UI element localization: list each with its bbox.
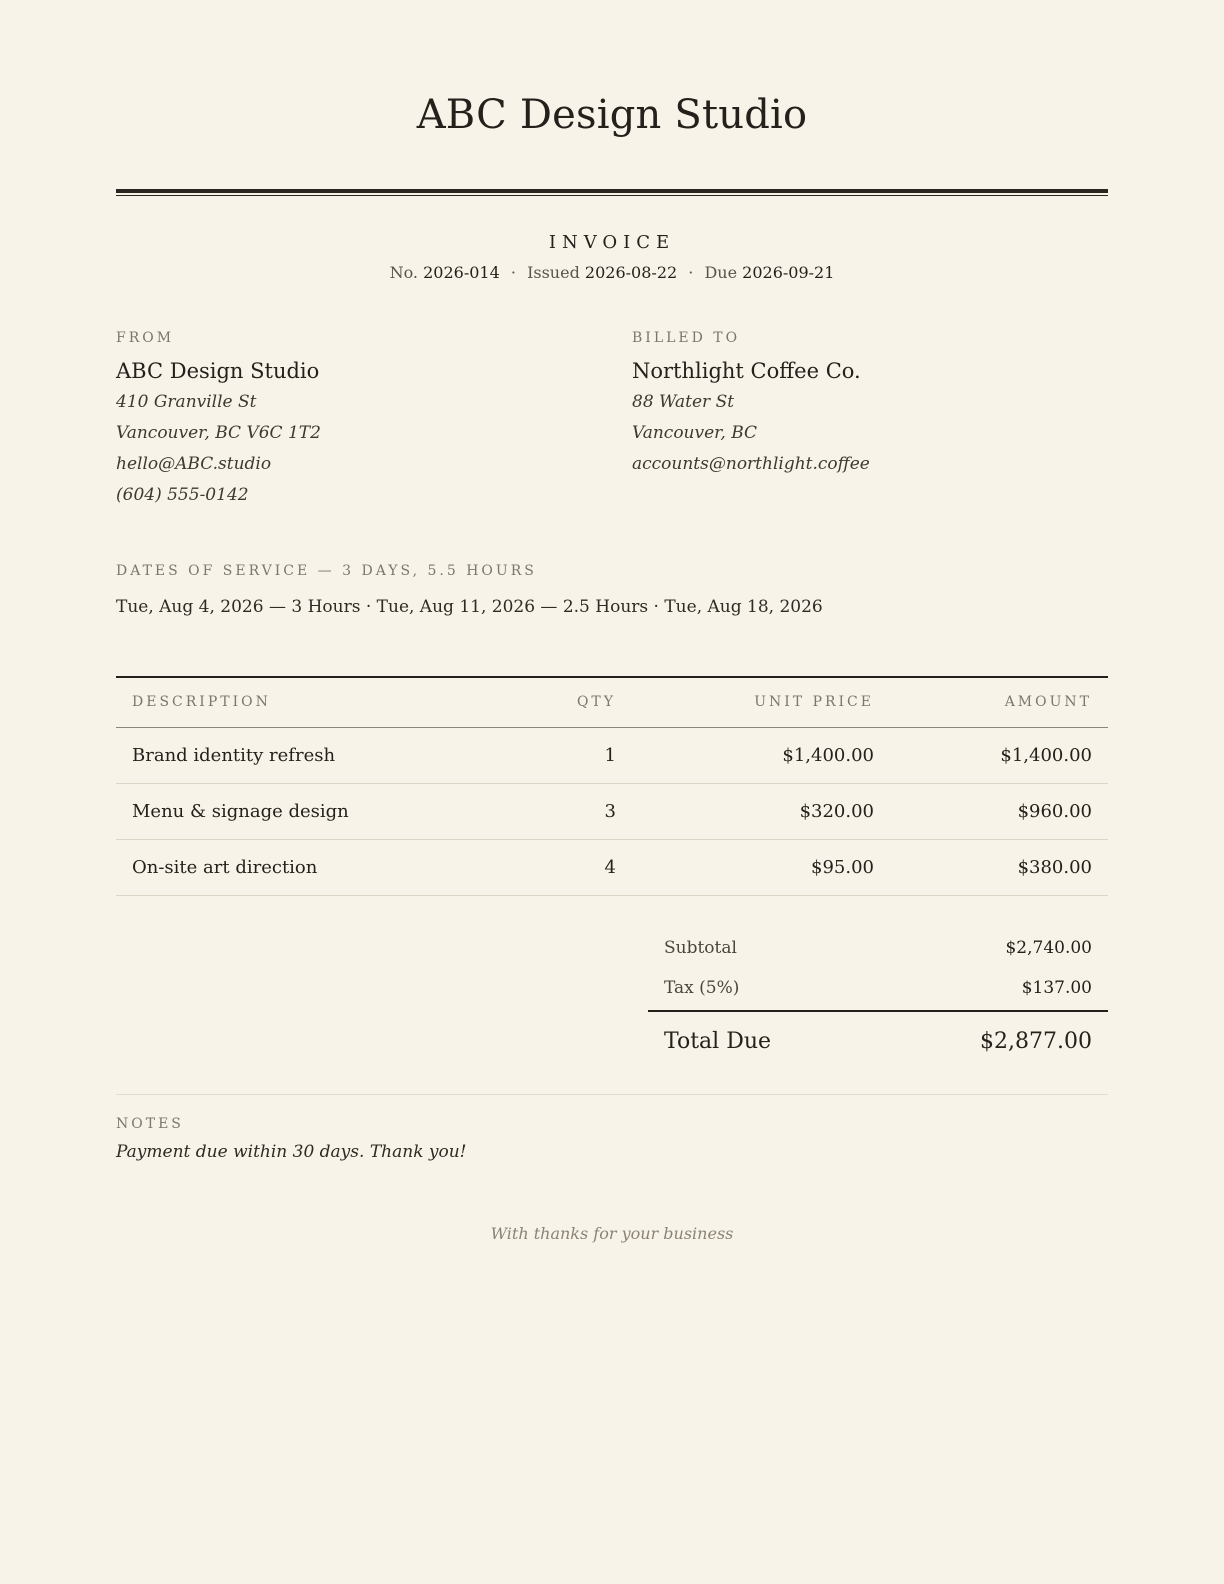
- table-row: [116, 727, 1108, 783]
- item-amount: $1,400.00: [1000, 744, 1092, 766]
- meta-separator: ·: [688, 263, 694, 282]
- line-items-table: [116, 676, 1108, 896]
- total-due-amount: $2,877.00: [980, 1028, 1092, 1054]
- subtotal-row: [648, 928, 1108, 968]
- item-amount: $960.00: [1017, 800, 1092, 822]
- invoice-heading: INVOICE: [548, 232, 676, 253]
- billed-to-block: [632, 330, 1112, 480]
- from-label: FROM: [116, 330, 175, 346]
- table-row: [116, 783, 1108, 839]
- invoice-page: [116, 0, 1108, 1584]
- service-dates-label: DATES OF SERVICE — 3 DAYS, 5.5 HOURS: [116, 563, 537, 579]
- col-header-description: DESCRIPTION: [132, 694, 271, 711]
- col-header-unit-price: UNIT PRICE: [754, 694, 874, 711]
- tax-label: Tax (5%): [664, 978, 740, 998]
- header-rule-thick: [116, 189, 1108, 193]
- col-header-qty: QTY: [576, 694, 616, 711]
- notes-section: [116, 1116, 1108, 1162]
- from-phone: (604) 555-0142: [116, 485, 249, 505]
- table-header-row: [116, 677, 1108, 727]
- totals-block: [648, 928, 1108, 1070]
- item-qty: 3: [604, 800, 616, 822]
- item-qty: 1: [604, 744, 616, 766]
- billed-to-email: accounts@northlight.coffee: [632, 454, 870, 474]
- billed-to-name: Northlight Coffee Co.: [632, 359, 861, 383]
- from-address-line1: 410 Granville St: [116, 392, 257, 412]
- service-dates-section: [116, 563, 1108, 617]
- item-unit-price: $95.00: [811, 856, 874, 878]
- item-amount: $380.00: [1017, 856, 1092, 878]
- item-description: Menu & signage design: [132, 800, 349, 822]
- due-label: Due: [704, 263, 738, 282]
- footer-thanks: With thanks for your business: [490, 1224, 734, 1243]
- due-date: 2026-09-21: [742, 263, 835, 282]
- from-block: [116, 330, 596, 511]
- from-email: hello@ABC.studio: [116, 454, 272, 474]
- subtotal-label: Subtotal: [664, 938, 737, 958]
- billed-to-address-line1: 88 Water St: [632, 392, 735, 412]
- item-qty: 4: [604, 856, 616, 878]
- item-unit-price: $320.00: [799, 800, 874, 822]
- total-due-row: [648, 1012, 1108, 1070]
- tax-row: [648, 968, 1108, 1008]
- from-address-line2: Vancouver, BC V6C 1T2: [116, 423, 321, 443]
- item-unit-price: $1,400.00: [782, 744, 874, 766]
- invoice-meta: [116, 263, 1108, 282]
- subtotal-amount: $2,740.00: [1005, 938, 1092, 958]
- billed-to-label: BILLED TO: [632, 330, 741, 346]
- item-description: Brand identity refresh: [132, 744, 336, 766]
- col-header-amount: AMOUNT: [1004, 694, 1092, 711]
- tax-amount: $137.00: [1021, 978, 1092, 998]
- from-name: ABC Design Studio: [116, 359, 320, 383]
- meta-separator: ·: [510, 263, 516, 282]
- notes-label: NOTES: [116, 1116, 184, 1132]
- issued-date: 2026-08-22: [584, 263, 678, 282]
- header-rule-thin: [116, 195, 1108, 196]
- studio-title: ABC Design Studio: [416, 92, 808, 138]
- service-dates-list: Tue, Aug 4, 2026 — 3 Hours · Tue, Aug 11, 2026 — 2.5 Hours · Tue, Aug 18, 2026: [116, 597, 823, 617]
- item-description: On-site art direction: [132, 856, 318, 878]
- notes-text: Payment due within 30 days. Thank you!: [116, 1142, 467, 1162]
- total-due-label: Total Due: [664, 1028, 772, 1054]
- invoice-number-label: No.: [389, 263, 419, 282]
- issued-label: Issued: [527, 263, 580, 282]
- invoice-number: 2026-014: [423, 263, 500, 282]
- notes-divider: [116, 1094, 1108, 1095]
- table-row: [116, 839, 1108, 895]
- billed-to-address-line2: Vancouver, BC: [632, 423, 758, 443]
